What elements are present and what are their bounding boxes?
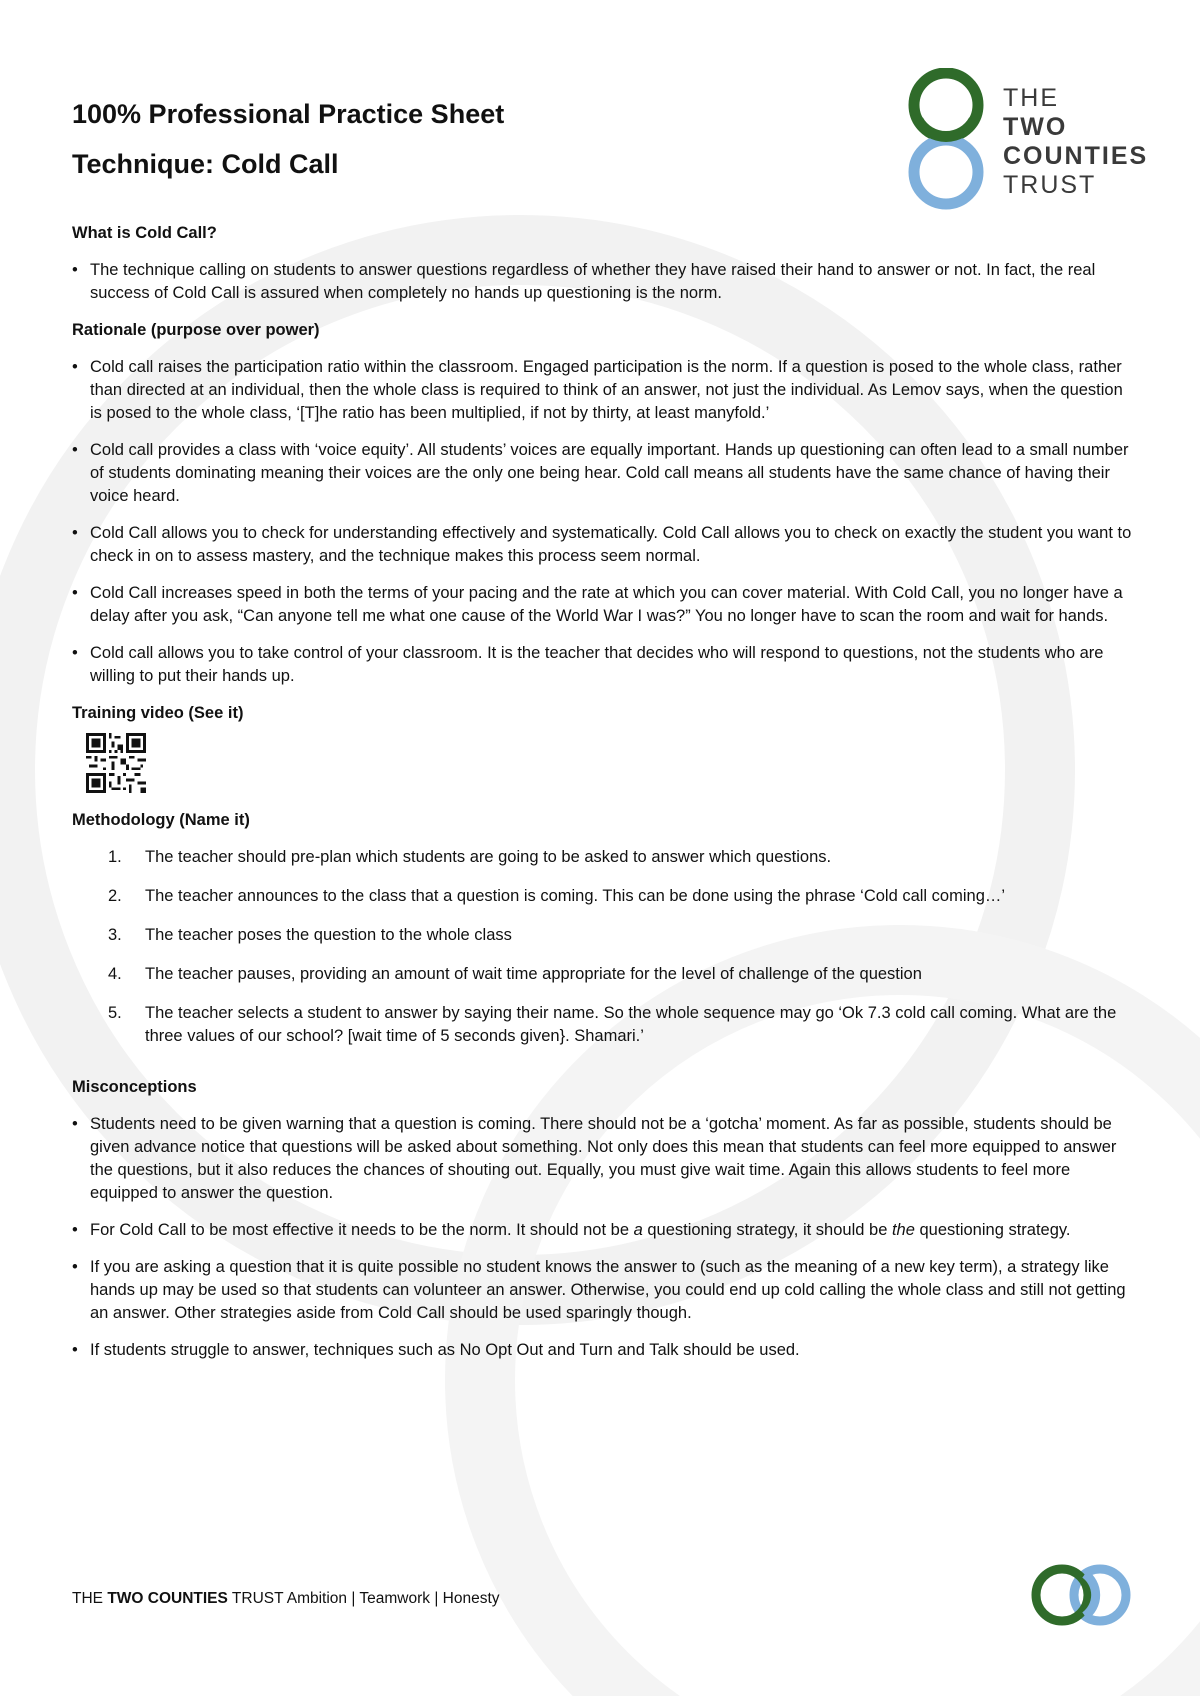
item-number: 4. bbox=[108, 965, 122, 983]
qr-code[interactable] bbox=[86, 733, 146, 793]
content bbox=[72, 222, 1132, 1376]
logo-text bbox=[1003, 84, 1148, 200]
item-text: The teacher selects a student to answer by saying their name. So the whole sequence may go ‘Ok 7.3 cold call coming. What are the three values of our school? [wait time of 5 seconds given}. Shamari.’ bbox=[145, 1004, 1117, 1045]
item-number: 3. bbox=[108, 926, 122, 944]
logo-line: THE bbox=[1003, 84, 1059, 112]
list-item: • If you are asking a question that it is quite possible no student knows the answer to (such as the meaning of a new key term), a strategy like hands up may be used so that students can volunteer an answer. Otherwise, you could end up cold calling the whole class and still not getting an answer. Other strategies aside from Cold Call should be used sparingly though. bbox=[72, 1256, 1132, 1325]
item-number: 1. bbox=[108, 848, 122, 866]
list-item: • Cold call provides a class with ‘voice equity’. All students’ voices are equally important. Hands up questioning can often lead to a small number of students dominating meaning their voices are the only one being hear. Cold call means all students have the same chance of having their voice heard. bbox=[72, 439, 1132, 508]
methodology-list bbox=[72, 846, 1132, 1048]
list-item: • Cold call raises the participation ratio within the classroom. Engaged participation is the norm. If a question is posed to the whole class, rather than directed at an individual, then the whole class is required to think of an answer, not just the individual. As Lemov says, when the question is posed to the whole class, ‘[T]he ratio has been multiplied, if not by thirty, at least manyfold.’ bbox=[72, 356, 1132, 425]
misconceptions-list bbox=[72, 1113, 1132, 1362]
text-run: questioning strategy, it should be bbox=[642, 1221, 892, 1239]
item-text: The teacher should pre-plan which students are going to be asked to answer which questions. bbox=[145, 848, 832, 866]
footer-text-bold: TWO COUNTIES bbox=[107, 1590, 228, 1607]
video-heading: Training video (See it) bbox=[72, 704, 244, 722]
list-item: • Cold Call increases speed in both the terms of your pacing and the rate at which you can cover material. With Cold Call, you no longer have a delay after you ask, “Can anyone tell me what one cause of the World War I was?” You no longer have to scan the room and wait for hands. bbox=[72, 582, 1132, 628]
list-item: • Students need to be given warning that a question is coming. There should not be a ‘gotcha’ moment. As far as possible, students should be given advance notice that questions will be asked about something. Not only does this mean that students can feel more equipped to answer the questions, but it also reduces the chances of shouting out. Equally, you must give wait time. Again this allows students to feel more equipped to answer the question. bbox=[72, 1113, 1132, 1205]
list-item: • Cold call allows you to take control of your classroom. It is the teacher that decides who will respond to questions, not the students who are willing to put their hands up. bbox=[72, 642, 1132, 688]
logo-line: COUNTIES bbox=[1003, 142, 1149, 170]
item-number: 2. bbox=[108, 887, 122, 905]
logo-line: TRUST bbox=[1003, 171, 1097, 199]
trust-logo bbox=[906, 68, 1161, 213]
list-item bbox=[72, 885, 1132, 908]
rationale-list bbox=[72, 356, 1132, 688]
text-run: For Cold Call to be most effective it needs to be the norm. It should not be bbox=[90, 1221, 634, 1239]
what-heading: What is Cold Call? bbox=[72, 224, 217, 242]
item-text: The teacher announces to the class that a question is coming. This can be done using the phrase ‘Cold call coming…’ bbox=[145, 887, 1006, 905]
list-item bbox=[72, 924, 1132, 947]
page-title: 100% Professional Practice Sheet bbox=[72, 99, 505, 129]
footer bbox=[72, 1588, 500, 1610]
logo-line: TWO bbox=[1003, 113, 1068, 141]
text-run: questioning strategy. bbox=[914, 1221, 1071, 1239]
emphasis: a bbox=[633, 1221, 643, 1239]
footer-rings-icon bbox=[1028, 1562, 1136, 1628]
item-number: 5. bbox=[108, 1004, 122, 1022]
footer-text: TRUST Ambition | Teamwork | Honesty bbox=[227, 1590, 500, 1607]
item-text: The teacher poses the question to the whole class bbox=[145, 926, 512, 944]
technique-title: Technique: Cold Call bbox=[72, 149, 339, 179]
logo-rings-icon bbox=[906, 68, 996, 213]
what-list bbox=[72, 259, 1132, 305]
footer-text: THE bbox=[72, 1590, 108, 1607]
item-text: The teacher pauses, providing an amount of wait time appropriate for the level of challenge of the question bbox=[145, 965, 922, 983]
list-item bbox=[72, 846, 1132, 869]
list-item: • If students struggle to answer, techniques such as No Opt Out and Turn and Talk should be used. bbox=[72, 1339, 1132, 1362]
list-item bbox=[72, 1002, 1132, 1048]
list-item bbox=[72, 1219, 1132, 1242]
list-item bbox=[72, 963, 1132, 986]
rationale-heading: Rationale (purpose over power) bbox=[72, 321, 320, 339]
list-item: • Cold Call allows you to check for understanding effectively and systematically. Cold Call allows you to check on exactly the student you want to check in on to assess mastery, and the technique makes this process seem normal. bbox=[72, 522, 1132, 568]
emphasis: the bbox=[891, 1221, 915, 1239]
methodology-heading: Methodology (Name it) bbox=[72, 811, 250, 829]
misconceptions-heading: Misconceptions bbox=[72, 1078, 197, 1096]
list-item: • The technique calling on students to answer questions regardless of whether they have raised their hand to answer or not. In fact, the real success of Cold Call is assured when completely no hands up questioning is the norm. bbox=[72, 259, 1132, 305]
